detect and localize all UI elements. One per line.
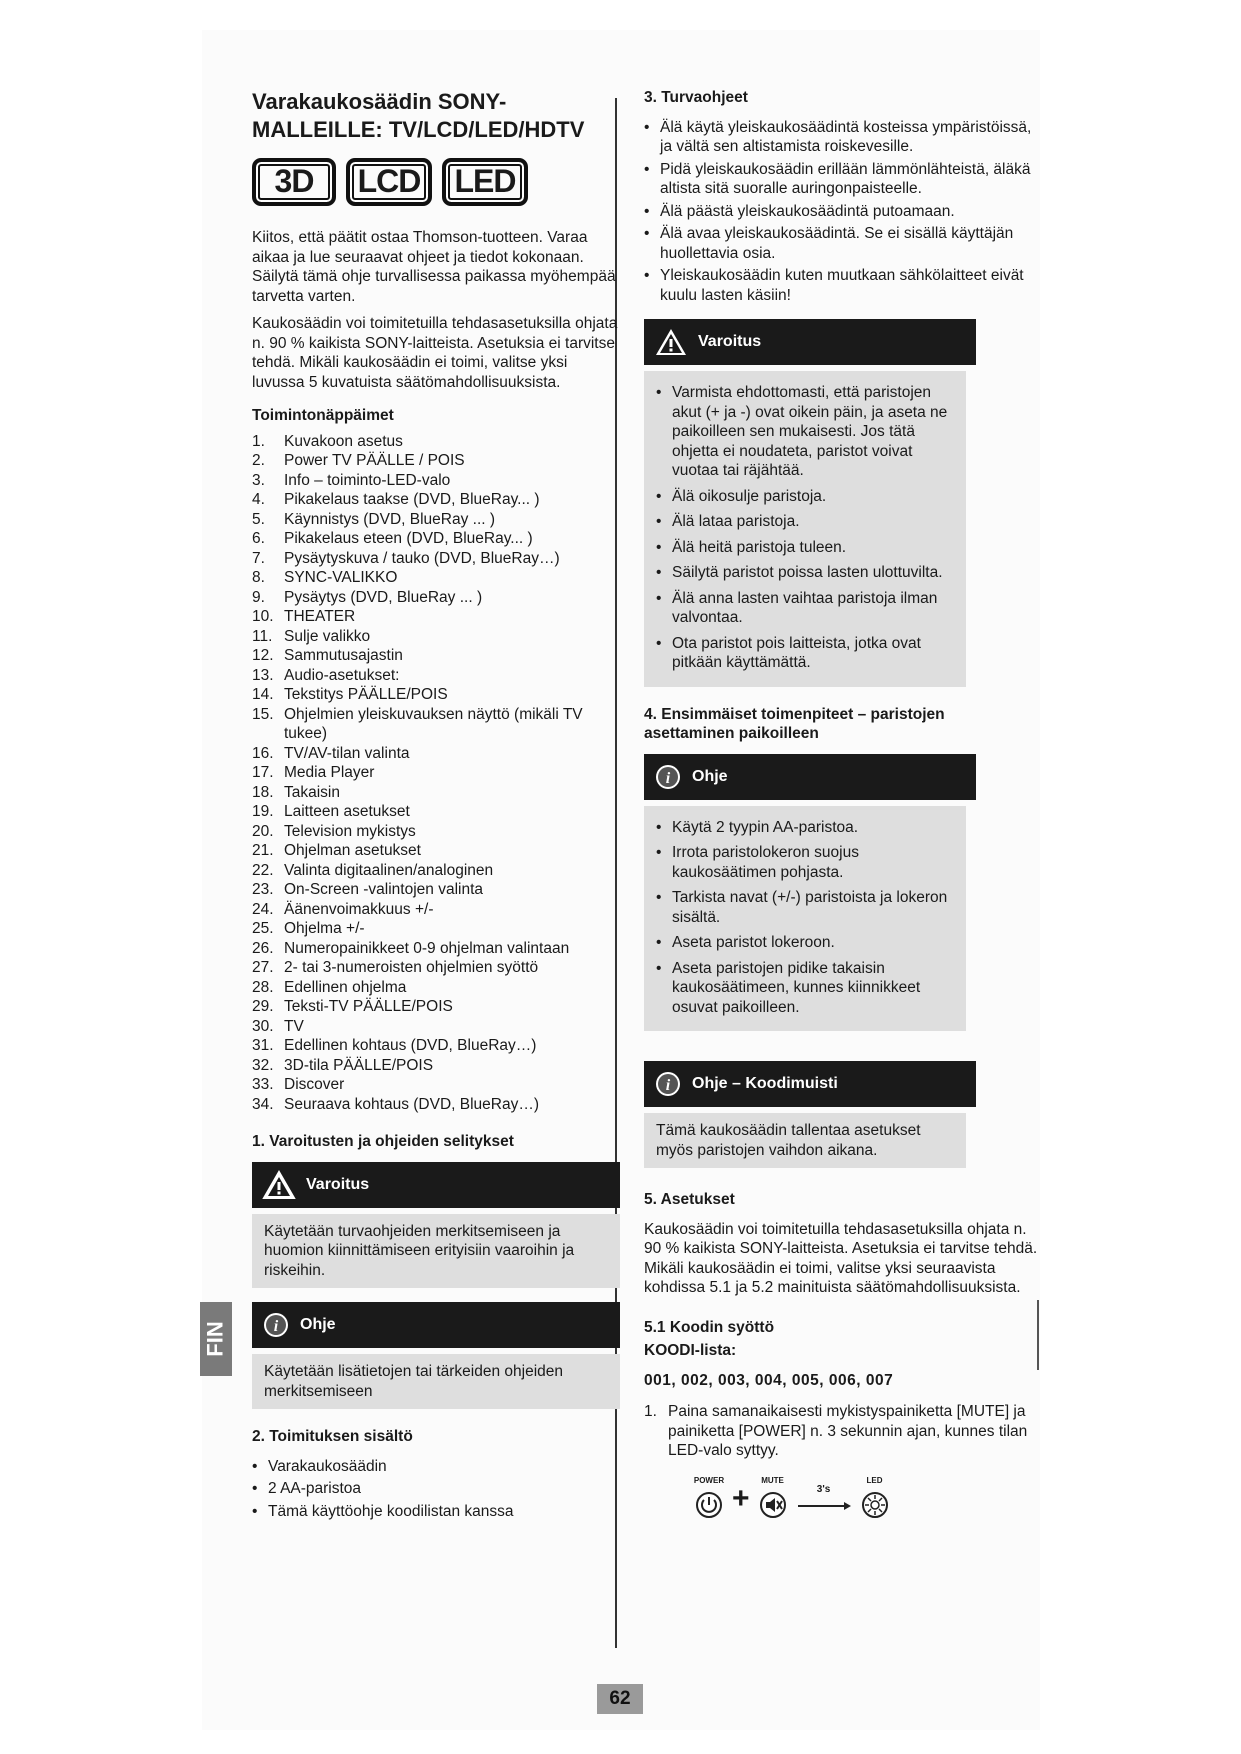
step-text: Paina samanaikaisesti mykistyspainiketta [MUTE] ja painiketta [POWER] n. 3 sekunnin ajan, kunnes tilan LED-valo syttyy. — [668, 1403, 1028, 1459]
battery-warning-item: • Älä anna lasten vaihtaa paristoja ilman valvontaa. — [656, 589, 954, 628]
mute-icon — [756, 1490, 790, 1520]
function-number: 14. — [252, 686, 274, 703]
led-label: LED — [866, 1475, 883, 1485]
function-number: 19. — [252, 803, 274, 820]
function-item — [252, 783, 620, 803]
section4-heading: 4. Ensimmäiset toimenpiteet – paristojen asettaminen paikoilleen — [644, 705, 945, 742]
arrow-right-icon — [796, 1501, 852, 1511]
warning-label: Varoitus — [306, 1175, 370, 1193]
function-label: 3D-tila PÄÄLLE/POIS — [284, 1056, 434, 1074]
power-button-figure — [692, 1471, 726, 1528]
language-tab-label: FIN — [203, 1321, 229, 1357]
function-item — [252, 978, 620, 998]
function-item — [252, 705, 620, 744]
function-label: Äänenvoimakkuus +/- — [284, 900, 434, 918]
delivery-list — [252, 1457, 620, 1522]
function-number: 16. — [252, 744, 274, 762]
insert-step-item: • Käytä 2 tyypin AA-paristoa. — [656, 818, 954, 838]
function-label: Media Player — [284, 764, 375, 781]
function-label: Numeropainikkeet 0-9 ohjelman valintaan — [284, 939, 570, 957]
insert-step-item: • Aseta paristot lokeroon. — [656, 933, 954, 953]
function-label: THEATER — [284, 608, 356, 625]
function-label: Power TV PÄÄLLE / POIS — [284, 452, 465, 469]
function-label: Ohjelman asetukset — [284, 842, 421, 859]
warning-icon — [654, 327, 688, 357]
safety-item: • Älä avaa yleiskaukosäädintä. Se ei sisällä käyttäjän huollettavia osia. — [644, 224, 1039, 263]
function-item — [252, 1075, 620, 1095]
warning-text: Käytetään turvaohjeiden merkitsemiseen ja huomion kiinnittämiseen erityisiin vaaroihin ja riskeihin. — [264, 1222, 575, 1279]
function-label: Television mykistys — [284, 822, 416, 840]
function-item — [252, 646, 620, 666]
badge-led: LED — [442, 158, 528, 206]
function-number: 27. — [252, 959, 274, 976]
function-number: 3. — [252, 471, 265, 489]
delivery-item: • Varakaukosäädin — [252, 1457, 620, 1477]
function-item — [252, 490, 620, 510]
led-light-icon — [858, 1490, 892, 1520]
info-icon — [654, 1070, 682, 1098]
function-label: Teksti-TV PÄÄLLE/POIS — [284, 998, 453, 1015]
function-label: 2- tai 3-numeroisten ohjelmien syöttö — [284, 959, 539, 976]
insert-note-label: Ohje — [692, 767, 728, 785]
function-number: 28. — [252, 978, 274, 996]
safety-item: • Älä päästä yleiskaukosäädintä putoamaan. — [644, 202, 1039, 222]
functions-heading: Toimintonäppäimet — [252, 407, 394, 424]
function-label: Sulje valikko — [284, 627, 371, 645]
function-label: Tekstitys PÄÄLLE/POIS — [284, 686, 448, 703]
function-label: TV — [284, 1017, 304, 1035]
function-number: 15. — [252, 705, 274, 723]
function-label: Sammutusajastin — [284, 647, 403, 664]
title-line-1: Varakaukosäädin SONY- — [252, 89, 507, 114]
function-item — [252, 1095, 620, 1115]
function-number: 12. — [252, 647, 274, 664]
insert-note-bar — [644, 754, 976, 800]
info-icon — [262, 1311, 290, 1339]
function-item — [252, 861, 620, 881]
page-title — [252, 88, 620, 144]
badge-3d: 3D — [252, 158, 336, 206]
battery-warning-bar — [644, 319, 976, 365]
function-number: 1. — [252, 432, 265, 450]
function-number: 31. — [252, 1037, 274, 1054]
section1-heading: 1. Varoitusten ja ohjeiden selitykset — [252, 1133, 514, 1150]
function-label: Kuvakoon asetus — [284, 432, 403, 450]
button-illustration — [692, 1471, 1039, 1528]
memory-note-bar — [644, 1061, 976, 1107]
badge-row — [252, 158, 620, 206]
info-icon — [654, 763, 682, 791]
plus-icon: + — [732, 1482, 750, 1516]
function-label: Ohjelma +/- — [284, 920, 365, 937]
safety-item: • Pidä yleiskaukosäädin erillään lämmönlähteistä, äläkä altista sitä suoralle auringonpaisteelle. — [644, 160, 1039, 199]
function-label: Audio-asetukset: — [284, 666, 400, 684]
function-number: 20. — [252, 822, 274, 840]
code-list-label: KOODI-lista: — [644, 1342, 737, 1359]
svg-text:i: i — [665, 769, 671, 787]
function-label: Edellinen ohjelma — [284, 978, 407, 996]
function-item — [252, 880, 620, 900]
battery-warning-label: Varoitus — [698, 333, 762, 351]
function-label: Ohjelmien yleiskuvauksen näyttö (mikäli TV tukee) — [284, 705, 583, 742]
power-label: POWER — [693, 1475, 725, 1485]
function-number: 8. — [252, 569, 265, 586]
safety-item: • Yleiskaukosäädin kuten muutkaan sähkölaitteet eivät kuulu lasten käsiin! — [644, 266, 1039, 305]
page-number: 62 — [597, 1684, 643, 1714]
function-item — [252, 471, 620, 491]
left-column — [252, 88, 620, 1524]
function-item — [252, 451, 620, 471]
battery-warning-list — [656, 383, 954, 673]
memory-note-box — [644, 1113, 966, 1168]
function-number: 17. — [252, 764, 274, 781]
step-number: 1. — [644, 1403, 657, 1420]
function-item — [252, 1017, 620, 1037]
note-label: Ohje — [300, 1316, 336, 1334]
function-item — [252, 568, 620, 588]
mute-label: MUTE — [761, 1475, 784, 1485]
function-item — [252, 763, 620, 783]
code-list: 001, 002, 003, 004, 005, 006, 007 — [644, 1371, 894, 1389]
code-entry-heading: 5.1 Koodin syöttö — [644, 1318, 775, 1336]
function-label: On-Screen -valintojen valinta — [284, 881, 484, 898]
language-tab — [200, 1302, 232, 1376]
section5-text: Kaukosäädin voi toimitetuilla tehdasasetuksilla ohjata n. 90 % kaikista SONY-laitteista. Asetuksia ei tarvitse tehdä. Mikäli kaukosäädin ei toimi, valitse yksi seuraavista kohdissa 5.1 ja 5.2 mainituista säätömahdollisuuksista. — [644, 1220, 1038, 1296]
function-label: Pysäytys (DVD, BlueRay ... ) — [284, 588, 483, 606]
steps-list — [644, 1402, 1039, 1461]
mute-button-figure — [756, 1471, 790, 1528]
function-number: 4. — [252, 491, 265, 508]
function-number: 21. — [252, 842, 274, 859]
function-label: Edellinen kohtaus (DVD, BlueRay…) — [284, 1037, 537, 1054]
safety-item: • Älä käytä yleiskaukosäädintä kosteissa ympäristöissä, ja vältä sen altistamista roiskevesille. — [644, 118, 1039, 157]
svg-text:i: i — [273, 1318, 279, 1335]
function-number: 24. — [252, 900, 274, 918]
function-item — [252, 1056, 620, 1076]
warning-box — [252, 1214, 620, 1289]
note-bar — [252, 1302, 620, 1348]
insert-list — [656, 818, 954, 1018]
warning-bar — [252, 1162, 620, 1208]
section5-heading: 5. Asetukset — [644, 1191, 735, 1208]
function-label: Pikakelaus taakse (DVD, BlueRay... ) — [284, 491, 540, 508]
function-item — [252, 685, 620, 705]
function-item — [252, 588, 620, 608]
function-item — [252, 432, 620, 452]
duration-label: 3's — [816, 1483, 831, 1495]
function-label: Valinta digitaalinen/analoginen — [284, 861, 494, 879]
power-icon — [692, 1490, 726, 1520]
function-label: Pysäytyskuva / tauko (DVD, BlueRay…) — [284, 549, 560, 567]
function-label: Discover — [284, 1076, 345, 1093]
section3-heading: 3. Turvaohjeet — [644, 89, 748, 106]
function-item — [252, 529, 620, 549]
function-label: Käynnistys (DVD, BlueRay ... ) — [284, 510, 496, 528]
function-label: Seuraava kohtaus (DVD, BlueRay…) — [284, 1095, 540, 1113]
function-number: 18. — [252, 783, 274, 801]
svg-text:i: i — [665, 1077, 671, 1094]
function-number: 29. — [252, 998, 274, 1015]
function-number: 34. — [252, 1095, 274, 1113]
battery-warning-item: • Älä heitä paristoja tuleen. — [656, 538, 954, 558]
function-label: Laitteen asetukset — [284, 803, 410, 820]
memory-note-label: Ohje – Koodimuisti — [692, 1075, 838, 1093]
intro-paragraph-2: Kaukosäädin voi toimitetuilla tehdasasetuksilla ohjata n. 90 % kaikista SONY-laitteista. Asetuksia ei tarvitse tehdä. Mikäli kaukosäädin ei toimi, valitse yksi luvussa 5 kuvatuista säätömahdollisuuksista. — [252, 315, 618, 391]
right-column — [644, 88, 1039, 1528]
insert-note-box — [644, 806, 966, 1032]
step-item — [644, 1402, 1039, 1461]
function-item — [252, 802, 620, 822]
function-number: 25. — [252, 920, 274, 937]
function-item — [252, 939, 620, 959]
battery-warning-item: • Älä lataa paristoja. — [656, 512, 954, 532]
function-item — [252, 900, 620, 920]
function-item — [252, 744, 620, 764]
insert-step-item: • Aseta paristojen pidike takaisin kaukosäätimeen, kunnes kiinnikkeet osuvat paikoilleen. — [656, 959, 954, 1018]
function-number: 23. — [252, 881, 274, 898]
note-text: Käytetään lisätietojen tai tärkeiden ohjeiden merkitsemiseen — [264, 1363, 564, 1400]
memory-note-text: Tämä kaukosäädin tallentaa asetukset myös paristojen vaihdon aikana. — [656, 1122, 921, 1159]
insert-step-item: • Irrota paristolokeron suojus kaukosäätimen pohjasta. — [656, 843, 954, 882]
function-number: 11. — [252, 627, 273, 645]
warning-icon — [262, 1170, 296, 1200]
note-box — [252, 1354, 620, 1409]
safety-list — [644, 118, 1039, 306]
function-label: Info – toiminto-LED-valo — [284, 471, 451, 489]
function-label: Pikakelaus eteen (DVD, BlueRay... ) — [284, 530, 533, 547]
function-label: Takaisin — [284, 783, 340, 801]
battery-warning-item: • Säilytä paristot poissa lasten ulottuvilta. — [656, 563, 954, 583]
function-item — [252, 1036, 620, 1056]
function-item — [252, 627, 620, 647]
function-item — [252, 958, 620, 978]
function-number: 22. — [252, 861, 274, 879]
function-label: SYNC-VALIKKO — [284, 569, 398, 586]
function-item — [252, 822, 620, 842]
function-item — [252, 997, 620, 1017]
battery-warning-item: • Älä oikosulje paristoja. — [656, 487, 954, 507]
delivery-item: • 2 AA-paristoa — [252, 1479, 620, 1499]
duration-arrow — [796, 1480, 852, 1519]
function-number: 7. — [252, 549, 265, 567]
function-number: 9. — [252, 588, 265, 606]
function-number: 13. — [252, 666, 274, 684]
section2-heading: 2. Toimituksen sisältö — [252, 1428, 413, 1445]
function-number: 6. — [252, 530, 265, 547]
function-item — [252, 549, 620, 569]
battery-warning-item: • Varmista ehdottomasti, että paristojen akut (+ ja -) ovat oikein päin, ja aseta ne paikoilleen sen mukaisesti. Jos tätä ohjetta ei noudateta, paristot voivat vuotaa tai räjähtää. — [656, 383, 954, 481]
function-number: 30. — [252, 1017, 274, 1035]
function-number: 5. — [252, 510, 265, 528]
function-number: 10. — [252, 608, 274, 625]
function-number: 26. — [252, 939, 274, 957]
function-item — [252, 666, 620, 686]
led-figure — [858, 1471, 892, 1528]
function-number: 33. — [252, 1076, 274, 1093]
title-line-2: MALLEILLE: TV/LCD/LED/HDTV — [252, 117, 585, 142]
battery-warning-box — [644, 371, 966, 687]
function-item — [252, 841, 620, 861]
function-label: TV/AV-tilan valinta — [284, 744, 410, 762]
badge-lcd: LCD — [346, 158, 432, 206]
function-number: 32. — [252, 1056, 274, 1074]
delivery-item: • Tämä käyttöohje koodilistan kanssa — [252, 1502, 620, 1522]
functions-list — [252, 432, 620, 1115]
intro-paragraph-1: Kiitos, että päätit ostaa Thomson-tuotteen. Varaa aikaa ja lue seuraavat ohjeet ja tiedot kokonaan. Säilytä tämä ohje turvallisessa paikassa myöhempää tarvetta varten. — [252, 229, 616, 305]
function-number: 2. — [252, 452, 265, 469]
insert-step-item: • Tarkista navat (+/-) paristoista ja lokeron sisältä. — [656, 888, 954, 927]
function-item — [252, 919, 620, 939]
battery-warning-item: • Ota paristot pois laitteista, jotka ovat pitkään käyttämättä. — [656, 634, 954, 673]
function-item — [252, 510, 620, 530]
function-item — [252, 607, 620, 627]
